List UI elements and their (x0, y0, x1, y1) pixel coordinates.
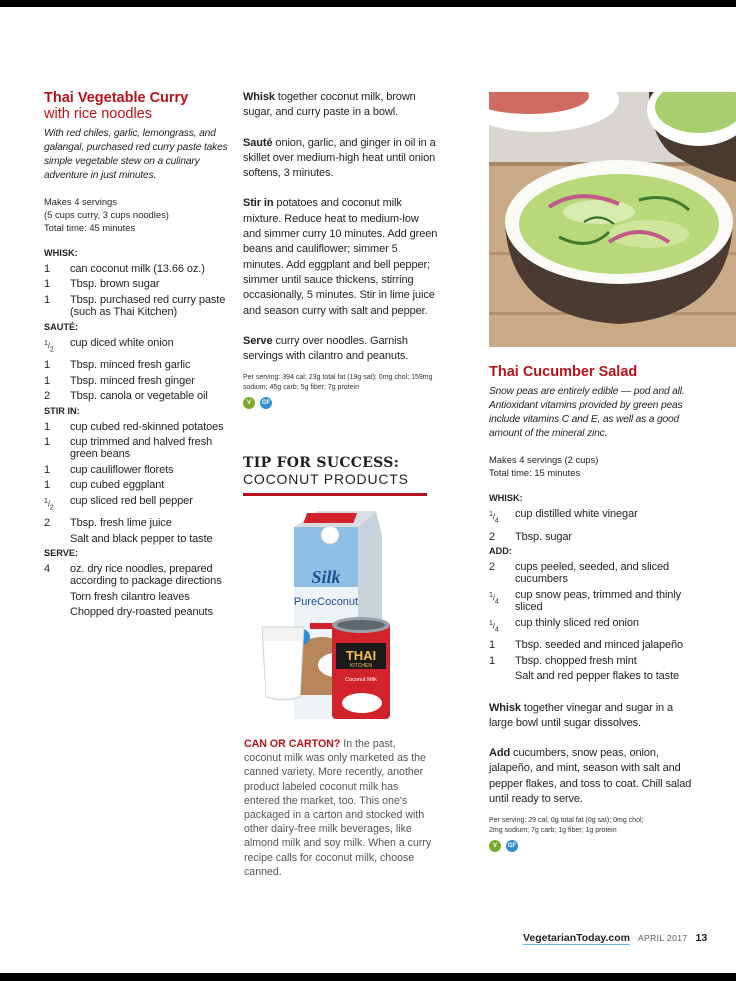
recipe-intro: With red chiles, garlic, lemongrass, and galangal, purchased red curry paste takes simple vegetable stew on a culinary adventure in just minutes. (44, 128, 228, 181)
direction-step (243, 136, 438, 182)
ingredient-text: Tbsp. minced fresh ginger (70, 374, 195, 387)
ingredient-quantity: 1 (44, 374, 51, 387)
ingredient-quantity: 2 (489, 530, 496, 543)
ingredient-item (44, 359, 234, 371)
step-text: onion, garlic, and ginger in oil in a skillet over medium-high heat until onion softens, 3 minutes. (243, 136, 436, 180)
ingredient-text: Tbsp. seeded and minced jalapeño (515, 639, 684, 652)
step-lead: Serve (243, 334, 273, 347)
ingredient-quantity: 1 (44, 479, 51, 492)
ingredient-section-heading: STIR IN: (44, 405, 80, 416)
ingredient-quantity: 1 (44, 263, 51, 275)
yield: (5 cups curry, 3 cups noodles) (44, 209, 169, 220)
ingredient-section-heading: SAUTÉ: (44, 321, 79, 332)
milk-glass-image (262, 627, 304, 700)
ingredient-text: Salt and black pepper to taste (70, 532, 213, 545)
ingredient-list (489, 492, 694, 683)
ingredient-quantity (44, 591, 70, 603)
ingredient-quantity: 2 (489, 561, 496, 574)
ingredient-text: Chopped dry-roasted peanuts (70, 606, 213, 619)
recipe-title: Thai Cucumber Salad (489, 364, 638, 380)
curry-ingredients-column (44, 90, 234, 619)
step-lead: Add (489, 747, 511, 760)
page-number: 13 (695, 932, 708, 944)
tip-subtitle: COCONUT PRODUCTS (243, 471, 409, 487)
ingredient-section-heading: WHISK: (44, 248, 78, 258)
ingredient-text: can coconut milk (13.66 oz.) (70, 263, 205, 275)
directions (243, 90, 438, 364)
ingredient-text: Tbsp. canola or vegetable oil (70, 390, 208, 403)
ingredient-text: Tbsp. fresh lime juice (70, 517, 172, 530)
ingredient-quantity: 2 (44, 517, 51, 530)
top-border (0, 0, 736, 7)
ingredient-section-heading: WHISK: (489, 493, 523, 503)
ingredient-item (44, 436, 234, 461)
step-text: curry over noodles. Garnish servings with cilantro and peanuts. (243, 334, 409, 363)
ingredient-quantity: 1 (44, 420, 51, 433)
coconut-milk-can-image (332, 617, 390, 719)
ingredient-text: cup cauliflower florets (70, 463, 174, 476)
direction-step (489, 746, 694, 807)
ingredient-text: cup sliced red bell pepper (70, 494, 193, 507)
ingredient-item (489, 531, 694, 543)
tip-title: TIP FOR SUCCESS: (243, 455, 400, 471)
recipe-subtitle: with rice noodles (44, 106, 152, 122)
gluten-free-badge-icon: GF (506, 840, 518, 852)
ingredient-text: Tbsp. purchased red curry paste (such as Thai Kitchen) (70, 293, 226, 319)
direction-step (243, 196, 438, 318)
ingredient-quantity: 1 (489, 654, 496, 667)
ingredient-quantity (44, 606, 70, 618)
ingredient-quantity: 2 (44, 390, 51, 403)
gluten-free-badge-icon: GF (260, 397, 272, 409)
tip-divider (243, 493, 427, 496)
ingredient-item (44, 337, 234, 357)
carton-product: PureCoconut (293, 596, 359, 608)
tip-lead: CAN OR CARTON? (244, 738, 341, 750)
direction-step (243, 334, 438, 365)
ingredient-text: oz. dry rice noodles, prepared according to package directions (70, 563, 222, 588)
total-time: Total time: 45 minutes (44, 222, 136, 233)
ingredient-text: cup cubed eggplant (70, 479, 165, 492)
ingredient-text: Torn fresh cilantro leaves (70, 590, 190, 603)
tip-box (243, 455, 427, 496)
ingredient-item (44, 421, 234, 433)
step-text: together coconut milk, brown sugar, and curry paste in a bowl. (243, 91, 416, 119)
ingredient-quantity: $^1/_4$ (489, 591, 499, 606)
ingredient-text: Salt and red pepper flakes to taste (515, 670, 680, 683)
nutrition-info: Per serving: 29 cal; 0g total fat (0g sat); 0mg chol; 2mg sodium; 7g carb; 1g fiber; 1g protein (489, 817, 644, 834)
servings: Makes 4 servings (2 cups) (489, 454, 599, 465)
ingredient-text: cup trimmed and halved fresh green beans (70, 435, 213, 461)
ingredient-quantity: 1 (489, 639, 496, 652)
curry-directions-column (243, 90, 438, 409)
can-label: Coconut Milk (345, 677, 377, 683)
ingredient-text: Tbsp. chopped fresh mint (515, 654, 637, 667)
recipe-intro: Snow peas are entirely edible — pod and all. Antioxidant vitamins provided by green peas include vitamins C and E, as well as a good amount of the mineral zinc. (489, 386, 685, 439)
step-text: potatoes and coconut milk mixture. Reduce heat to medium-low and simmer curry 10 minutes. Add green beans and cauliflower; simmer 5 minutes. Add eggplant and bell pepper; simmer until sauce thickens, stirring occasionally, 5 minutes. Stir in lime juice and season curry with salt and pepper. (243, 197, 438, 317)
ingredient-item (44, 563, 234, 588)
ingredient-quantity (489, 670, 515, 682)
ingredient-text: cup snow peas, trimmed and thinly sliced (515, 588, 682, 614)
tip-text: In the past, coconut milk was only marketed as the canned variety. More recently, another product labeled coconut milk has entered the market, too. This one's packaged in a carton and stocked with other dairy-free milk beverages, like almond milk and soy milk. When a curry recipe calls for coconut milk, choose canned. (244, 738, 432, 878)
ingredient-item (44, 495, 234, 515)
website-link[interactable]: VegetarianToday.com (523, 932, 630, 944)
coconut-products-photo (258, 505, 428, 727)
ingredient-section-heading: SERVE: (44, 548, 79, 558)
step-lead: Whisk (489, 701, 521, 714)
ingredient-item (44, 479, 234, 491)
ingredient-text: cups peeled, seeded, and sliced cucumbers (515, 561, 670, 586)
ingredient-quantity: 4 (44, 563, 51, 575)
page-footer (523, 932, 707, 945)
salad-column (489, 92, 736, 852)
ingredient-item (44, 375, 234, 387)
ingredient-text: cup diced white onion (70, 336, 174, 349)
ingredient-list (44, 247, 234, 619)
ingredient-item (44, 606, 234, 618)
ingredient-quantity: 1 (44, 463, 51, 476)
direction-step (489, 701, 694, 732)
ingredient-quantity: $^1/_2$ (44, 497, 54, 511)
ingredient-item (44, 517, 234, 529)
ingredient-item (489, 655, 694, 667)
ingredient-text: cup distilled white vinegar (515, 508, 638, 520)
tip-body (244, 737, 432, 879)
ingredient-item (44, 533, 234, 545)
ingredient-item (44, 591, 234, 603)
ingredient-item (489, 670, 694, 682)
ingredient-text: cup cubed red-skinned potatoes (70, 420, 224, 433)
issue-date: APRIL 2017 (637, 933, 688, 943)
direction-step (243, 90, 438, 121)
step-lead: Whisk (243, 91, 275, 103)
ingredient-quantity: 1 (44, 359, 51, 372)
ingredient-item (44, 390, 234, 402)
can-brand-sub: KITCHEN (350, 663, 372, 669)
ingredient-text: Tbsp. sugar (515, 530, 572, 543)
step-lead: Stir in (243, 197, 274, 210)
ingredient-quantity: $^1/_4$ (489, 619, 499, 633)
ingredient-item (44, 263, 234, 275)
ingredient-quantity (44, 533, 70, 545)
diet-badges (489, 840, 736, 852)
ingredient-item (489, 617, 694, 637)
ingredient-quantity: 1 (44, 278, 51, 291)
ingredient-item (489, 561, 694, 586)
ingredient-text: Tbsp. minced fresh garlic (70, 359, 191, 372)
vegan-badge-icon: V (489, 840, 501, 852)
ingredient-text: Tbsp. brown sugar (70, 278, 160, 291)
ingredient-text: cup thinly sliced red onion (515, 616, 639, 629)
recipe-title: Thai Vegetable Curry (44, 90, 189, 106)
ingredient-quantity: $^1/_4$ (489, 511, 499, 525)
ingredient-item (489, 639, 694, 651)
ingredient-item (489, 508, 694, 528)
ingredient-item (44, 464, 234, 476)
recipe-meta (489, 453, 736, 479)
step-text: cucumbers, snow peas, onion, jalapeño, and mint, season with salt and pepper flakes, and toss to coat. Chill salad until ready to serve. (489, 747, 692, 806)
ingredient-quantity: $^1/_2$ (44, 339, 54, 353)
directions (489, 701, 694, 808)
ingredient-item (489, 589, 694, 614)
step-text: together vinegar and sugar in a large bowl until sugar dissolves. (489, 701, 674, 729)
ingredient-section-heading: ADD: (489, 546, 512, 557)
ingredient-quantity: 1 (44, 435, 51, 448)
recipe-meta (44, 195, 234, 234)
ingredient-quantity: 1 (44, 293, 51, 306)
bottom-border (0, 973, 736, 981)
total-time: Total time: 15 minutes (489, 467, 581, 478)
can-brand: THAI (345, 648, 377, 663)
step-lead: Sauté (243, 136, 273, 149)
servings: Makes 4 servings (44, 196, 117, 207)
vegan-badge-icon: V (243, 397, 255, 409)
ingredient-item (44, 278, 234, 290)
carton-brand: Silk (311, 567, 341, 587)
ingredient-item (44, 294, 234, 319)
diet-badges (243, 397, 438, 409)
nutrition-info: Per serving: 394 cal; 23g total fat (19g sat); 0mg chol; 159mg sodium; 45g carb; 5g fiber; 7g protein (243, 374, 433, 391)
